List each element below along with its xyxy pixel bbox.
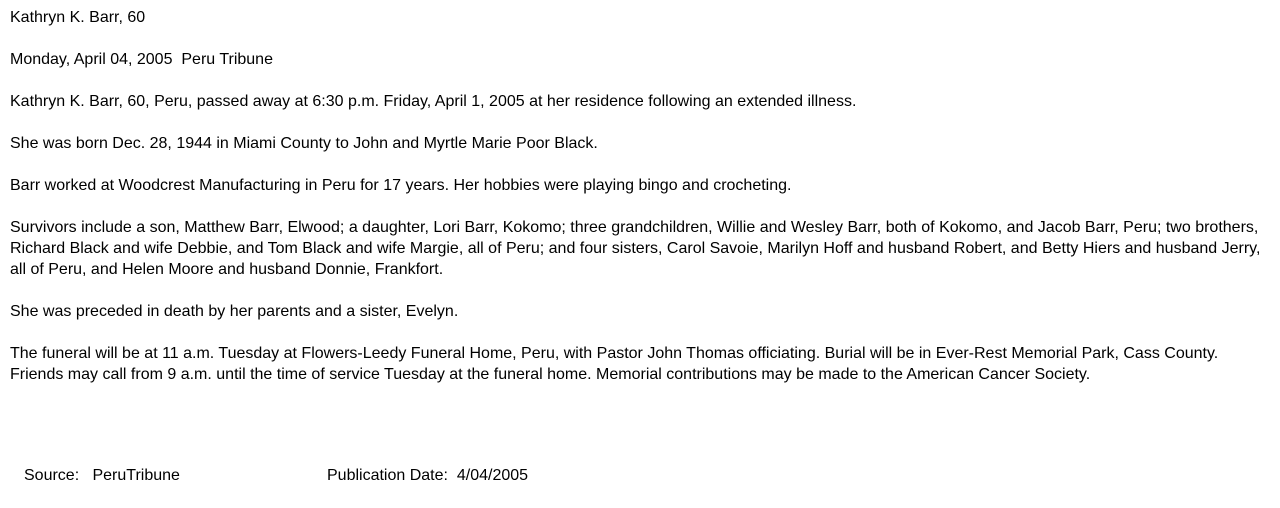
paragraph-survivors: Survivors include a son, Matthew Barr, Elwood; a daughter, Lori Barr, Kokomo; three grandchildren, Willie and Wesley Barr, both of Kokomo, and Jacob Barr, Peru; two brothers, Richard Black and wife Debbie, and Tom Black and wife Margie, all of Peru; and four sisters, Carol Savoie, Marilyn Hoff and husband Robert, and Betty Hiers and husband Jerry, all of Peru, and Helen Moore and husband Donnie, Frankfort. [10, 219, 1261, 278]
source-value: PeruTribune [92, 467, 180, 484]
source-line [24, 465, 180, 486]
obituary-document [10, 7, 1272, 406]
paragraph-funeral: The funeral will be at 11 a.m. Tuesday at Flowers-Leedy Funeral Home, Peru, with Pastor John Thomas officiating. Burial will be in Ever-Rest Memorial Park, Cass County. Friends may call from 9 a.m. until the time of service Tuesday at the funeral home. Memorial contributions may be made to the American Cancer Society. [10, 345, 1219, 383]
source-label: Source: [24, 467, 80, 484]
publication-date-value: 4/04/2005 [456, 467, 529, 484]
paragraph-birth: She was born Dec. 28, 1944 in Miami County to John and Myrtle Marie Poor Black. [10, 135, 598, 152]
publication-dateline: Monday, April 04, 2005 Peru Tribune [10, 51, 273, 68]
paragraph-passing: Kathryn K. Barr, 60, Peru, passed away at 6:30 p.m. Friday, April 1, 2005 at her residence following an extended illness. [10, 93, 857, 110]
publication-date-label: Publication Date: [327, 467, 448, 484]
obituary-title: Kathryn K. Barr, 60 [10, 9, 146, 26]
paragraph-preceded: She was preceded in death by her parents and a sister, Evelyn. [10, 303, 459, 320]
paragraph-work: Barr worked at Woodcrest Manufacturing in Peru for 17 years. Her hobbies were playing bingo and crocheting. [10, 177, 792, 194]
publication-date-line [327, 465, 528, 486]
